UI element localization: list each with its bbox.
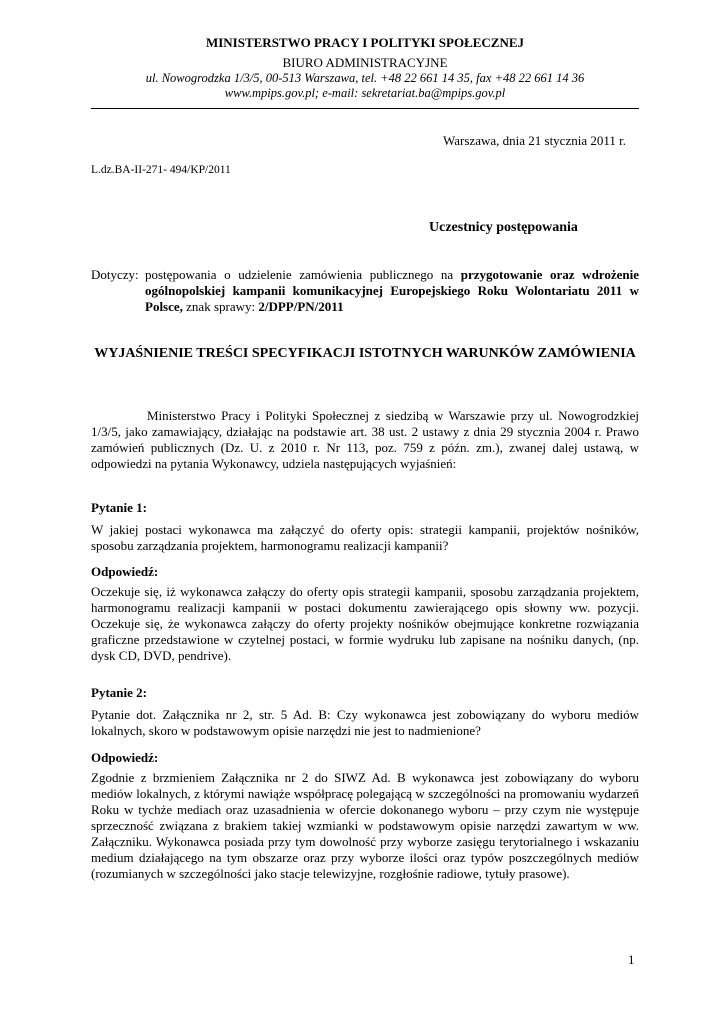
web-email-line: www.mpips.gov.pl; e-mail: sekretariat.ba@mpips.gov.pl [224, 86, 506, 100]
ministry-name: MINISTERSTWO PRACY I POLITYKI SPOŁECZNEJ [205, 35, 525, 50]
question-1-label: Pytanie 1: [91, 500, 147, 515]
subject-text: postępowania o udzielenie zamówienia publicznego na przygotowanie oraz wdrożenie ogólnopolskiej kampanii komunikacyjnej Europejskiego Roku Wolontariatu 2011 w Polsce, znak sprawy: 2/DPP/PN/2011 [145, 267, 639, 314]
subject-block [91, 267, 639, 315]
office-name: BIURO ADMINISTRACYJNE [282, 55, 448, 70]
answer-1-label: Odpowiedź: [91, 564, 159, 579]
answer-2-text: Zgodnie z brzmieniem Załącznika nr 2 do SIWZ Ad. B wykonawca jest zobowiązany do wyboru mediów lokalnych, z którymi nawiąże współpracę polegającą w szczególności na promowaniu wydarzeń Roku w tychże mediach oraz uzasadnienia w ofercie dokonanego wyboru – przy czym nie występuje sprzeczność związana z brakiem takiej wzmianki w podstawowym opisie narzędzi zawartym w ww. Załączniku. Wykonawca posiada przy tym dowolność przy wyborze zasięgu terytorialnego i wskazaniu medium działającego na tym obszarze oraz przy wyborze ilości oraz typów poszczególnych mediów (rozumianych w szczególności jako stacje telewizyjne, rozgłośnie radiowe, tytuły prasowe). [91, 770, 639, 881]
question-1-text: W jakiej postaci wykonawca ma załączyć do oferty opis: strategii kampanii, projektów nośników, sposobu zarządzania projektem, harmonogramu realizacji kampanii? [91, 522, 639, 553]
intro-paragraph: Ministerstwo Pracy i Polityki Społecznej z siedzibą w Warszawie przy ul. Nowogrodzkiej 1/3/5, jako zamawiający, działając na podstawie art. 38 ust. 2 ustawy z dnia 29 stycznia 2004 r. Prawo zamówień publicznych (Dz. U. z 2010 r. Nr 113, poz. 759 z późn. zm.), zwanej dalej ustawą, w odpowiedzi na pytania Wykonawcy, udziela następujących wyjaśnień: [91, 408, 639, 471]
document-title: WYJAŚNIENIE TREŚCI SPECYFIKACJI ISTOTNYCH WARUNKÓW ZAMÓWIENIA [94, 346, 636, 361]
question-2-label: Pytanie 2: [91, 685, 147, 700]
subject-bold: przygotowanie oraz wdrożenie ogólnopolskiej kampanii komunikacyjnej Europejskiego Roku Wolontariatu 2011 w Polsce, [145, 267, 639, 314]
subject-label: Dotyczy: [91, 267, 139, 282]
page-number: 1 [628, 952, 635, 967]
reference-number: L.dz.BA-II-271- 494/KP/2011 [91, 164, 231, 176]
answer-1-text: Oczekuje się, iż wykonawca załączy do oferty opis strategii kampanii, sposobu zarządzania projektem, harmonogramu realizacji kampanii w postaci dokumentu zawierającego opis słowny ww. pozycji. Oczekuje się, że wykonawca załączy do oferty projekty nośników obejmujące konkretne rozwiązania graficzne przedstawione w czytelnej postaci, w formie wydruku lub zapisane na nośniku danych, (np. dysk CD, DVD, pendrive). [91, 584, 639, 663]
case-number: 2/DPP/PN/2011 [258, 299, 344, 314]
date-line: Warszawa, dnia 21 stycznia 2011 r. [443, 133, 626, 148]
address-line: ul. Nowogrodzka 1/3/5, 00-513 Warszawa, tel. +48 22 661 14 35, fax +48 22 661 14 36 [145, 71, 585, 85]
header-divider [91, 108, 639, 109]
recipient: Uczestnicy postępowania [429, 220, 578, 235]
question-2-text: Pytanie dot. Załącznika nr 2, str. 5 Ad. B: Czy wykonawca jest zobowiązany do wyboru mediów lokalnych, skoro w podstawowym opisie narzędzi nie jest to nadmienione? [91, 707, 639, 738]
answer-2-label: Odpowiedź: [91, 750, 159, 765]
